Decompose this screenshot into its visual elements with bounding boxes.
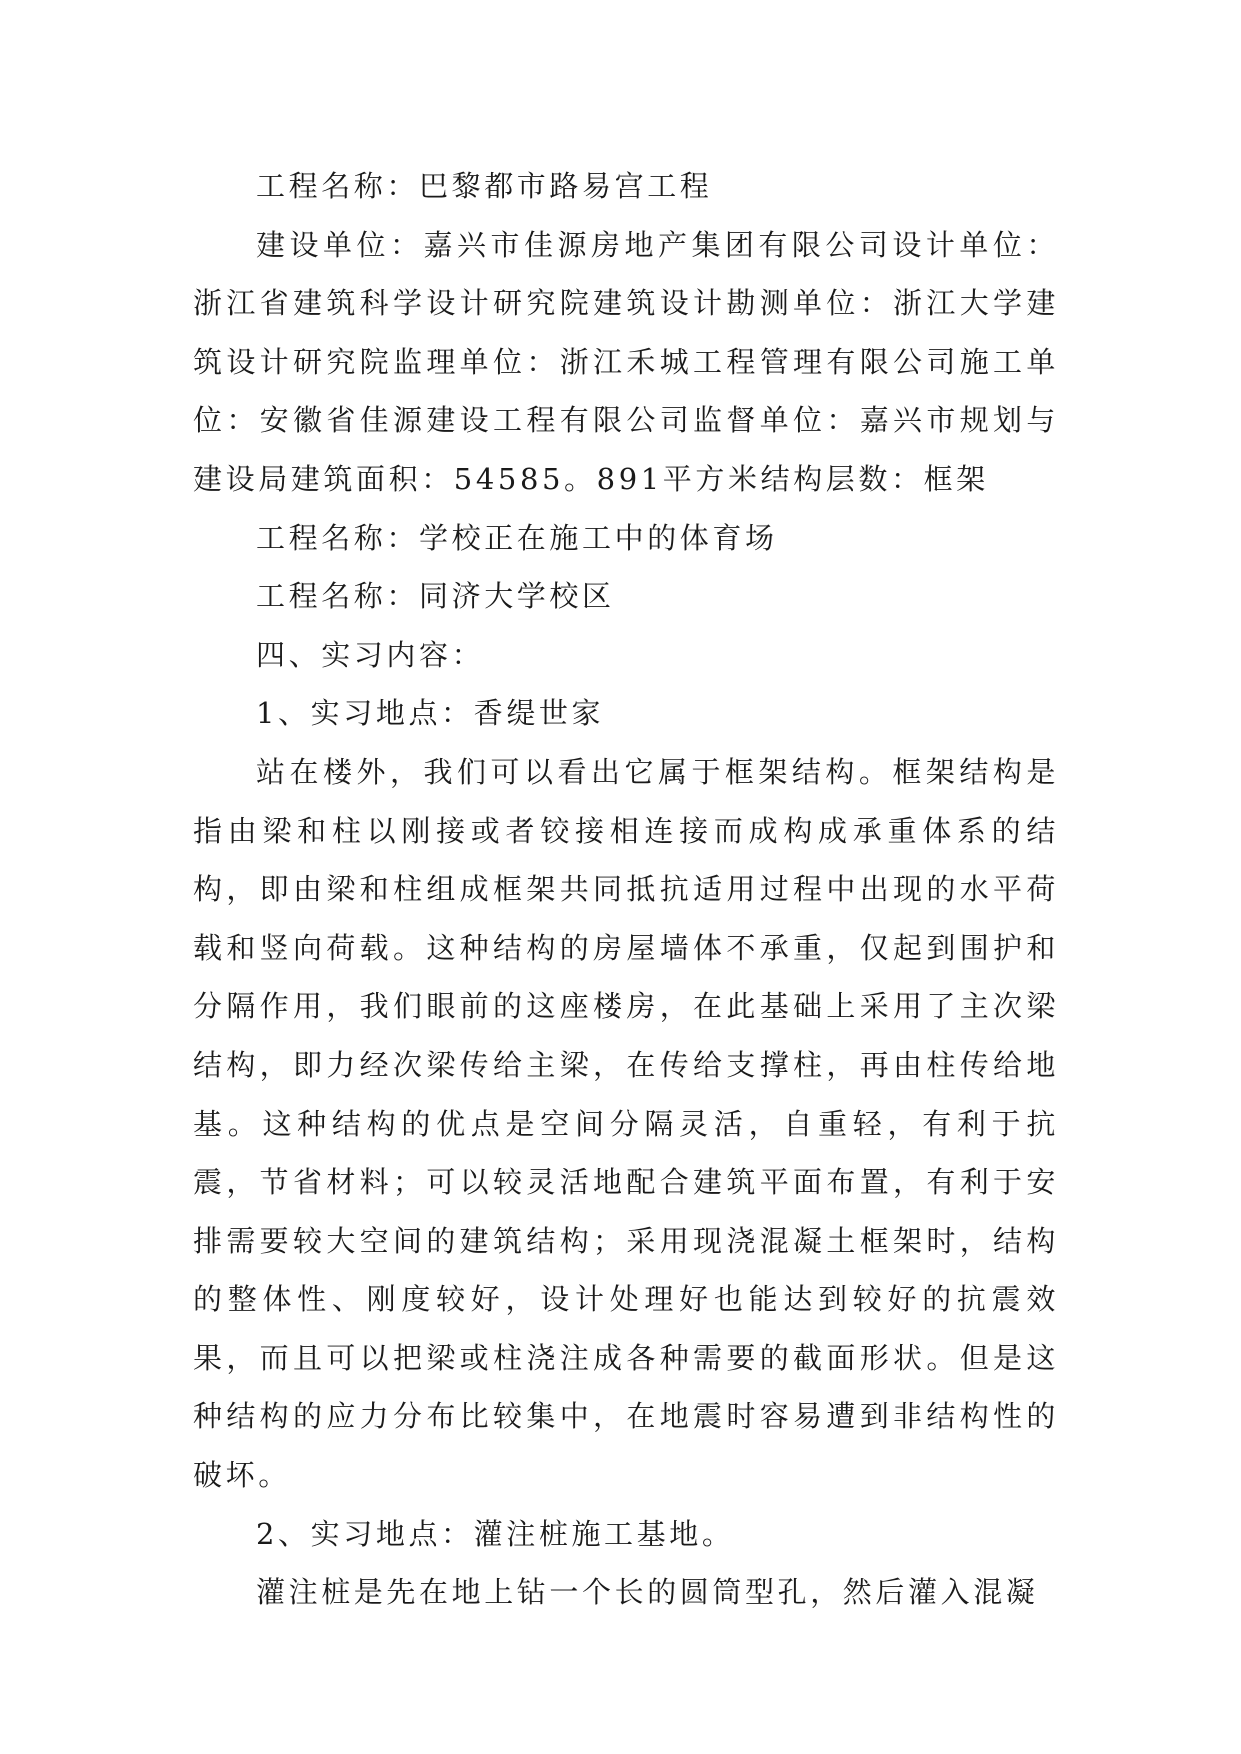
paragraph-bored-pile: 灌注桩是先在地上钻一个长的圆筒型孔，然后灌入混凝 [256, 1575, 1039, 1610]
subheading-location-2: 2、实习地点：灌注桩施工基地。 [256, 1516, 735, 1551]
paragraph-project-units: 建设单位：嘉兴市佳源房地产集团有限公司设计单位：浙江省建筑科学设计研究院建筑设计勘测单位：浙江大学建筑设计研究院监理单位：浙江禾城工程管理有限公司施工单位：安徽省佳源建设工程有限公司监督单位：嘉兴市规划与建设局建筑面积：54585。891平方米结构层数：框架 [193, 227, 1059, 496]
document-body [193, 157, 1059, 1622]
section-heading-internship-content: 四、实习内容： [256, 637, 485, 672]
subheading-location-1: 1、实习地点：香缇世家 [256, 696, 605, 731]
paragraph-project-name-louvre: 工程名称：巴黎都市路易宫工程 [256, 169, 713, 203]
paragraph-frame-structure: 站在楼外，我们可以看出它属于框架结构。框架结构是指由梁和柱以刚接或者铰接相连接而成构成承重体系的结构，即由梁和柱组成框架共同抵抗适用过程中出现的水平荷载和竖向荷载。这种结构的房屋墙体不承重，仅起到围护和分隔作用，我们眼前的这座楼房，在此基础上采用了主次梁结构，即力经次梁传给主梁，在传给支撑柱，再由柱传给地基。这种结构的优点是空间分隔灵活，自重轻，有利于抗震，节省材料；可以较灵活地配合建筑平面布置，有利于安排需要较大空间的建筑结构；采用现浇混凝土框架时，结构的整体性、刚度较好，设计处理好也能达到较好的抗震效果，而且可以把梁或柱浇注成各种需要的截面形状。但是这种结构的应力分布比较集中，在地震时容易遭到非结构性的破坏。 [193, 754, 1059, 1493]
paragraph-project-name-stadium: 工程名称：学校正在施工中的体育场 [256, 520, 778, 555]
paragraph-project-name-tongji: 工程名称：同济大学校区 [256, 579, 615, 614]
